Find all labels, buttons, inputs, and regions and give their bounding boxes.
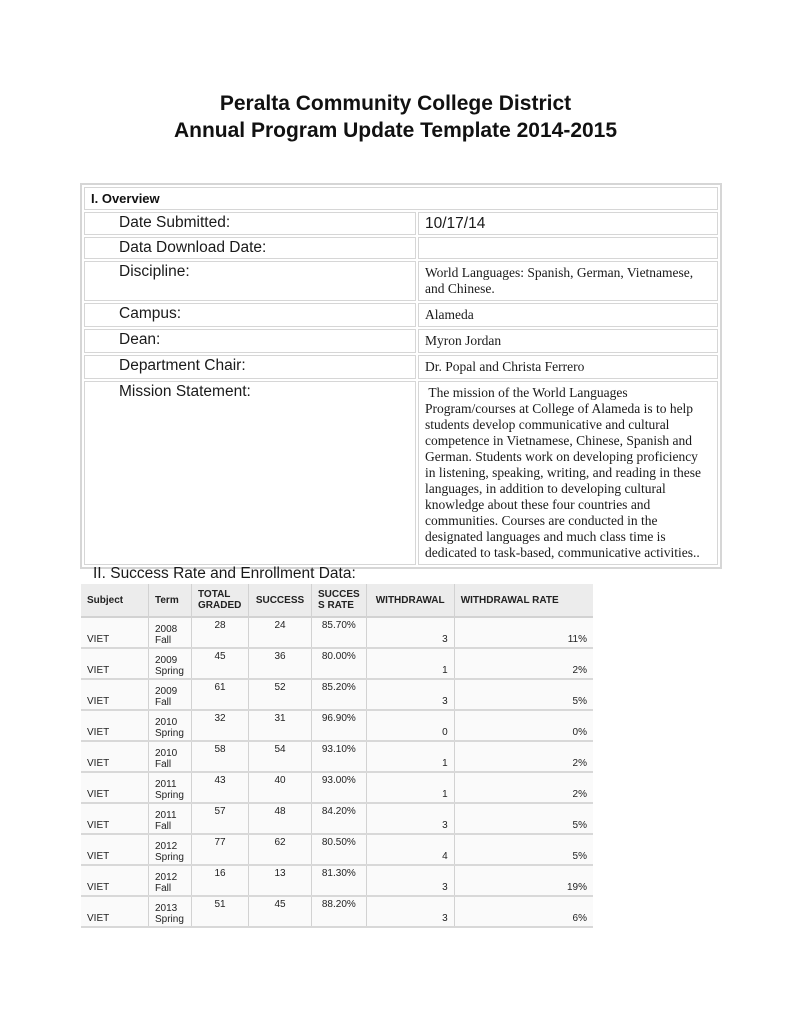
column-header: SUCCESS	[249, 584, 312, 617]
withdrawal-rate-cell: 5%	[454, 803, 593, 834]
term-cell	[149, 772, 192, 803]
success-rate-cell: 88.20%	[312, 896, 367, 927]
subject-cell: VIET	[81, 648, 149, 679]
table-row	[81, 803, 593, 834]
overview-value: Myron Jordan	[418, 329, 718, 353]
term-season: Spring	[155, 666, 184, 677]
success-rate-cell: 93.10%	[312, 741, 367, 772]
table-row	[81, 710, 593, 741]
overview-label: Data Download Date:	[84, 237, 416, 259]
withdrawal-cell: 1	[366, 741, 454, 772]
total-graded-cell: 32	[192, 710, 249, 741]
success-rate-cell: 96.90%	[312, 710, 367, 741]
success-cell: 24	[249, 617, 312, 648]
withdrawal-rate-cell: 2%	[454, 741, 593, 772]
success-cell: 36	[249, 648, 312, 679]
success-cell: 13	[249, 865, 312, 896]
term-cell	[149, 741, 192, 772]
success-rate-cell: 93.00%	[312, 772, 367, 803]
withdrawal-rate-cell: 19%	[454, 865, 593, 896]
success-cell: 62	[249, 834, 312, 865]
success-cell: 40	[249, 772, 312, 803]
success-cell: 45	[249, 896, 312, 927]
overview-label: Discipline:	[84, 261, 416, 301]
subject-cell: VIET	[81, 896, 149, 927]
term-year: 2011	[155, 810, 177, 821]
section-heading: II. Success Rate and Enrollment Data:	[93, 565, 356, 582]
table-row	[81, 617, 593, 648]
term-year: 2010	[155, 748, 178, 759]
withdrawal-cell: 3	[366, 896, 454, 927]
withdrawal-rate-cell: 6%	[454, 896, 593, 927]
overview-value: 10/17/14	[418, 212, 718, 235]
mission-statement: The mission of the World Languages Program/courses at College of Alameda is to help students develop communicative and cultural competence in Vietnamese, Chinese, Spanish and German. Students work on developing proficiency in listening, speaking, writing, and reading in these languages, in addition to developing cultural knowledge about these four countries and communities. Courses are conducted in the designated languages and much class time is dedicated to task-based, communicative activities..	[418, 381, 718, 565]
total-graded-cell: 77	[192, 834, 249, 865]
column-header: Subject	[81, 584, 149, 617]
total-graded-cell: 57	[192, 803, 249, 834]
term-season: Fall	[155, 759, 172, 770]
table-header-row	[81, 584, 593, 617]
overview-row	[84, 237, 718, 259]
overview-label: Mission Statement:	[84, 381, 416, 565]
term-season: Spring	[155, 790, 184, 801]
term-year: 2011	[155, 779, 177, 790]
column-header: TOTAL GRADED	[192, 584, 249, 617]
success-cell: 52	[249, 679, 312, 710]
success-rate-cell: 85.20%	[312, 679, 367, 710]
overview-row	[84, 261, 718, 301]
column-header: WITHDRAWAL RATE	[454, 584, 593, 617]
overview-heading: I. Overview	[84, 187, 718, 210]
subject-cell: VIET	[81, 772, 149, 803]
table-row	[81, 896, 593, 927]
subject-cell: VIET	[81, 617, 149, 648]
total-graded-cell: 51	[192, 896, 249, 927]
withdrawal-cell: 3	[366, 865, 454, 896]
success-rate-cell: 80.00%	[312, 648, 367, 679]
withdrawal-cell: 0	[366, 710, 454, 741]
term-season: Fall	[155, 697, 172, 708]
term-year: 2010	[155, 717, 178, 728]
term-season: Fall	[155, 635, 172, 646]
document-title: Peralta Community College District	[219, 92, 572, 115]
overview-label: Dean:	[84, 329, 416, 353]
total-graded-cell: 28	[192, 617, 249, 648]
table-row	[81, 772, 593, 803]
total-graded-cell: 16	[192, 865, 249, 896]
term-season: Spring	[155, 852, 184, 863]
overview-row	[84, 381, 718, 565]
document-subtitle: Annual Program Update Template 2014-2015	[173, 119, 618, 142]
term-year: 2013	[155, 903, 178, 914]
success-cell: 54	[249, 741, 312, 772]
term-cell	[149, 710, 192, 741]
overview-row	[84, 355, 718, 379]
term-year: 2012	[155, 872, 178, 883]
success-rate-cell: 84.20%	[312, 803, 367, 834]
overview-row	[84, 212, 718, 235]
term-year: 2009	[155, 686, 178, 697]
total-graded-cell: 45	[192, 648, 249, 679]
total-graded-cell: 61	[192, 679, 249, 710]
success-cell: 31	[249, 710, 312, 741]
term-season: Spring	[155, 914, 184, 925]
overview-row	[84, 329, 718, 353]
subject-cell: VIET	[81, 710, 149, 741]
subject-cell: VIET	[81, 803, 149, 834]
overview-value: World Languages: Spanish, German, Vietnamese, and Chinese.	[418, 261, 718, 301]
success-rate-cell: 85.70%	[312, 617, 367, 648]
withdrawal-rate-cell: 11%	[454, 617, 593, 648]
success-cell: 48	[249, 803, 312, 834]
withdrawal-cell: 3	[366, 803, 454, 834]
term-cell	[149, 648, 192, 679]
withdrawal-cell: 3	[366, 679, 454, 710]
term-cell	[149, 865, 192, 896]
withdrawal-rate-cell: 2%	[454, 772, 593, 803]
column-header: Term	[149, 584, 192, 617]
column-header: SUCCES S RATE	[312, 584, 367, 617]
withdrawal-cell: 3	[366, 617, 454, 648]
withdrawal-rate-cell: 0%	[454, 710, 593, 741]
subject-cell: VIET	[81, 865, 149, 896]
success-rate-cell: 81.30%	[312, 865, 367, 896]
withdrawal-cell: 1	[366, 772, 454, 803]
table-row	[81, 865, 593, 896]
overview-label: Date Submitted:	[84, 212, 416, 235]
success-rate-cell: 80.50%	[312, 834, 367, 865]
subject-cell: VIET	[81, 741, 149, 772]
table-row	[81, 741, 593, 772]
term-season: Fall	[155, 883, 172, 894]
total-graded-cell: 43	[192, 772, 249, 803]
term-cell	[149, 803, 192, 834]
term-season: Spring	[155, 728, 184, 739]
overview-value: Dr. Popal and Christa Ferrero	[418, 355, 718, 379]
overview-value: Alameda	[418, 303, 718, 327]
term-cell	[149, 834, 192, 865]
withdrawal-rate-cell: 5%	[454, 834, 593, 865]
overview-value	[418, 237, 718, 259]
subject-cell: VIET	[81, 679, 149, 710]
withdrawal-rate-cell: 2%	[454, 648, 593, 679]
subject-cell: VIET	[81, 834, 149, 865]
term-cell	[149, 617, 192, 648]
withdrawal-cell: 1	[366, 648, 454, 679]
success-rate-table	[81, 584, 593, 928]
table-row	[81, 648, 593, 679]
withdrawal-cell: 4	[366, 834, 454, 865]
column-header: WITHDRAWAL	[366, 584, 454, 617]
table-row	[81, 679, 593, 710]
term-year: 2009	[155, 655, 178, 666]
term-year: 2008	[155, 624, 178, 635]
term-year: 2012	[155, 841, 178, 852]
overview-label: Campus:	[84, 303, 416, 327]
total-graded-cell: 58	[192, 741, 249, 772]
withdrawal-rate-cell: 5%	[454, 679, 593, 710]
overview-label: Department Chair:	[84, 355, 416, 379]
table-row	[81, 834, 593, 865]
overview-row	[84, 303, 718, 327]
overview-table	[80, 183, 722, 569]
term-season: Fall	[155, 821, 172, 832]
term-cell	[149, 896, 192, 927]
term-cell	[149, 679, 192, 710]
